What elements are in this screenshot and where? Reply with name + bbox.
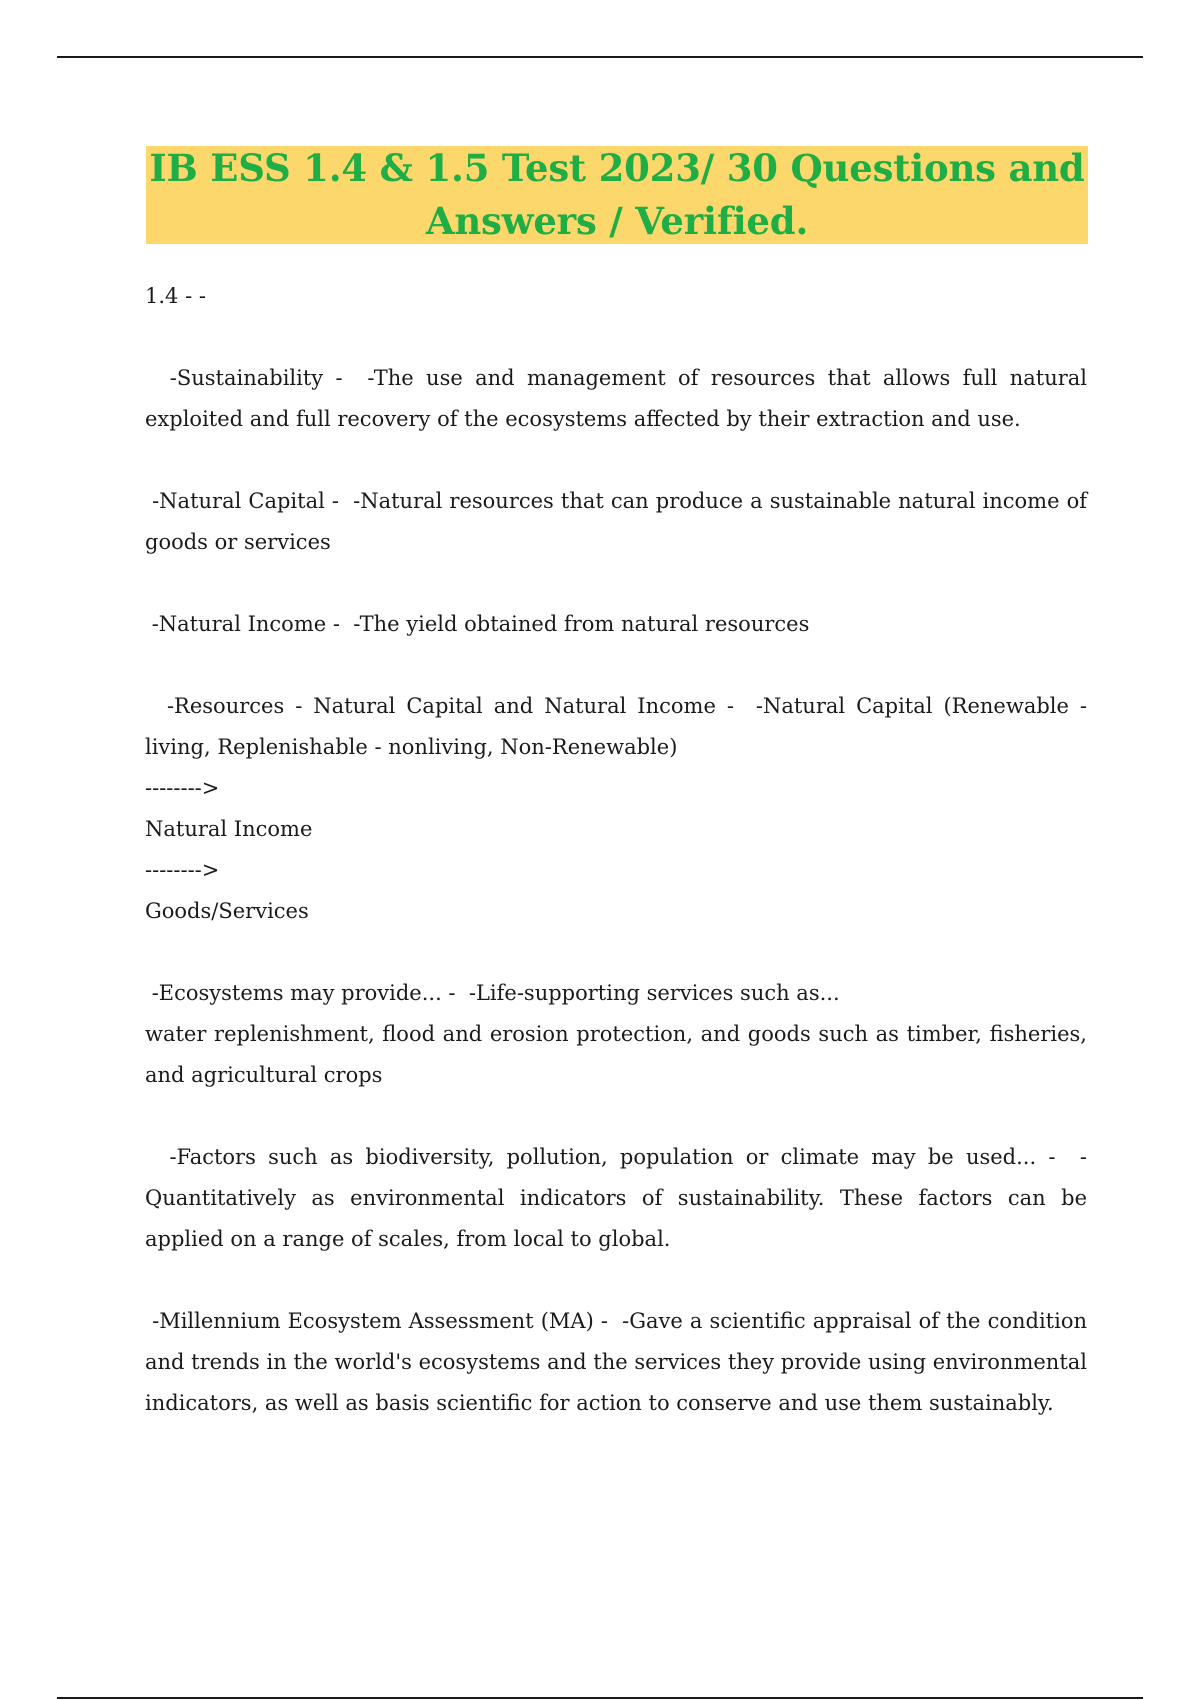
entry-resources: -Resources - Natural Capital and Natural Income - -Natural Capital (Renewable - living, Replenishable - nonliving, Non-Renewable) [145,694,1094,759]
title-line-2: Answers / Verified. [425,199,809,243]
section-label: 1.4 - - [145,284,206,308]
entry-sustainability: -Sustainability - -The use and management of resources that allows full natural exploited and full recovery of the ecosystems affected by their extraction and use. [145,366,1094,431]
entry-ecosystems: -Ecosystems may provide... - -Life-supporting services such as... [145,981,840,1005]
title-line-1: IB ESS 1.4 & 1.5 Test 2023/ 30 Questions and [149,146,1085,190]
document-body [145,276,1094,1424]
bottom-rule [57,1697,1143,1699]
top-rule [57,56,1143,58]
entry-natural-capital: -Natural Capital - -Natural resources that can produce a sustainable natural income of goods or services [145,489,1094,554]
arrow-line-2: --------> [145,858,220,882]
entry-millennium-assessment: -Millennium Ecosystem Assessment (MA) - -Gave a scientific appraisal of the condition and trends in the world's ecosystems and the services they provide using environmental indicators, as well as basis scientific for action to conserve and use them sustainably. [145,1309,1094,1415]
entry-factors: -Factors such as biodiversity, pollution, population or climate may be used... - - Quantitatively as environmental indicators of sustainability. These factors can be applied on a range of scales, from local to global. [145,1145,1094,1251]
entry-ecosystems-continuation: water replenishment, flood and erosion protection, and goods such as timber, fisheries, and agricultural crops [145,1022,1087,1087]
title-banner [146,146,1088,244]
flow-natural-income: Natural Income [145,817,313,841]
entry-natural-income: -Natural Income - -The yield obtained from natural resources [145,612,810,636]
arrow-line-1: --------> [145,776,220,800]
document-title [149,142,1084,248]
flow-goods-services: Goods/Services [145,899,309,923]
